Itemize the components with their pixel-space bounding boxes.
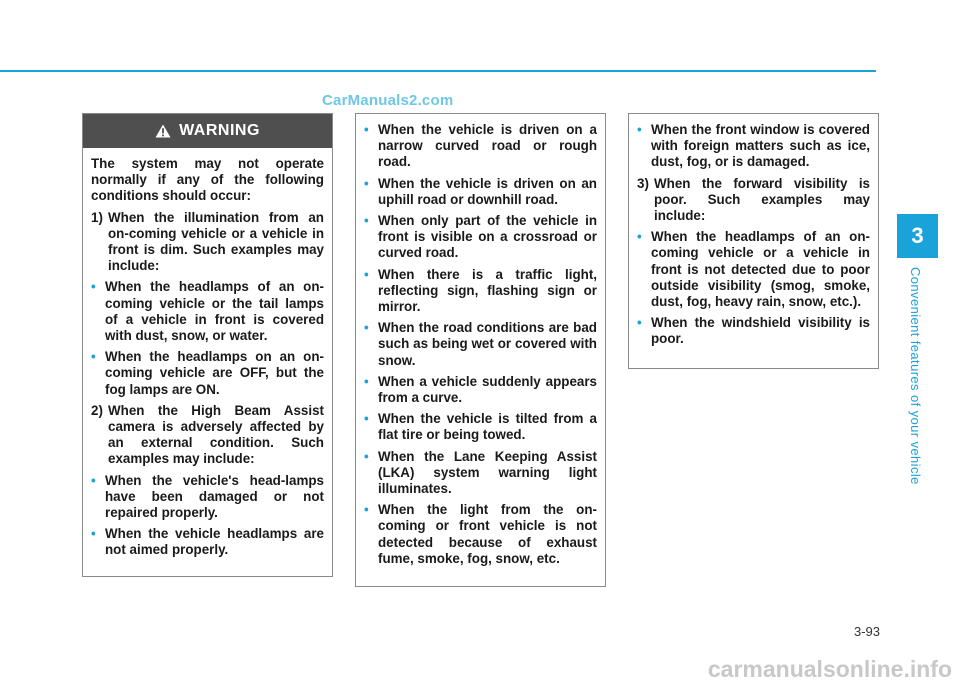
warning-content [83,148,332,559]
right-content [629,114,878,348]
bullet-item [364,502,597,567]
numbered-item [91,210,324,275]
bullet-item [364,122,597,171]
chapter-title: Convenient features of your vehicle [908,267,923,485]
bullet-marker: • [364,448,369,464]
chapter-tab[interactable]: 3 [897,214,938,258]
bullet-marker: • [637,315,642,331]
item-number: 1) [91,209,103,225]
bullet-marker: • [91,526,96,542]
bullet-item [91,526,324,558]
middle-list [364,122,597,567]
bullet-marker: • [364,320,369,336]
item-text: When the vehicle headlamps are not aimed properly. [105,526,324,558]
bullet-marker: • [91,349,96,365]
bullet-marker: • [91,279,96,295]
conditions-box-right [628,113,879,369]
item-text: When the vehicle is driven on a narrow curved road or rough road. [378,122,597,170]
item-number: 3) [637,175,649,191]
item-number: 2) [91,402,103,418]
bullet-item [91,349,324,398]
bullet-item [637,315,870,347]
conditions-box-middle [355,113,606,587]
bullet-marker: • [364,175,369,191]
bullet-item [364,320,597,369]
bullet-item [364,176,597,208]
item-text: When the headlamps on an on-coming vehicle are OFF, but the fog lamps are ON. [105,349,324,397]
right-list [637,122,870,348]
warning-list [91,210,324,559]
bullet-marker: • [364,411,369,427]
item-text: When the High Beam Assist camera is adversely affected by an external condition. Such examples may include: [108,402,324,467]
item-text: When the vehicle is driven on an uphill road or downhill road. [378,175,597,207]
bullet-marker: • [364,502,369,518]
warning-header [83,114,332,148]
bullet-item [364,374,597,406]
watermark-bottom: carmanualsonline.info [707,656,952,682]
item-text: When the forward visibility is poor. Such examples may include: [654,175,870,224]
item-text: When the front window is covered with foreign matters such as ice, dust, fog, or is damaged. [651,122,870,170]
warning-intro: The system may not operate normally if any of the following conditions should occur: [91,156,324,204]
item-text: When the illumination from an on-coming vehicle or a vehicle in front is dim. Such examples may include: [108,209,324,274]
item-text: When the light from the on-coming or front vehicle is not detected because of exhaust fume, smoke, fog, snow, etc. [378,502,597,566]
item-text: When the Lane Keeping Assist (LKA) system warning light illuminates. [378,448,597,497]
item-text: When only part of the vehicle in front is visible on a crossroad or curved road. [378,213,597,261]
bullet-item [91,473,324,522]
bullet-item [364,213,597,262]
warning-title: WARNING [179,122,260,139]
item-text: When the headlamps of an on-coming vehicle or the tail lamps of a vehicle in front is covered with dust, snow, or water. [105,279,324,344]
middle-content [356,114,605,567]
item-text: When the vehicle is tilted from a flat tire or being towed. [378,411,597,443]
bullet-marker: • [364,373,369,389]
item-text: When the headlamps of an on-coming vehicle or a vehicle in front is not detected due to poor outside visibility (smog, smoke, dust, fog, heavy rain, snow, etc.). [651,229,870,310]
top-rule [0,70,876,72]
bullet-item [637,229,870,310]
numbered-item [91,403,324,468]
bullet-item [91,279,324,344]
item-text: When the windshield visibility is poor. [651,315,870,347]
bullet-item [637,122,870,171]
bullet-marker: • [364,266,369,282]
bullet-marker: • [637,229,642,245]
bullet-marker: • [364,213,369,229]
bullet-item [364,411,597,443]
warning-box [82,113,333,577]
bullet-marker: • [364,122,369,137]
page-number: 3-93 [853,624,880,639]
watermark-top: CarManuals2.com [322,92,454,109]
bullet-item [364,449,597,498]
item-text: When there is a traffic light, reflecting sign, flashing sign or mirror. [378,266,597,315]
numbered-item [637,176,870,225]
item-text: When a vehicle suddenly appears from a curve. [378,373,597,406]
warning-triangle-icon [155,124,171,138]
item-text: When the vehicle's head-lamps have been damaged or not repaired properly. [105,472,324,521]
bullet-item [364,267,597,316]
bullet-marker: • [91,472,96,488]
item-text: When the road conditions are bad such as being wet or covered with snow. [378,320,597,368]
bullet-marker: • [637,122,642,137]
